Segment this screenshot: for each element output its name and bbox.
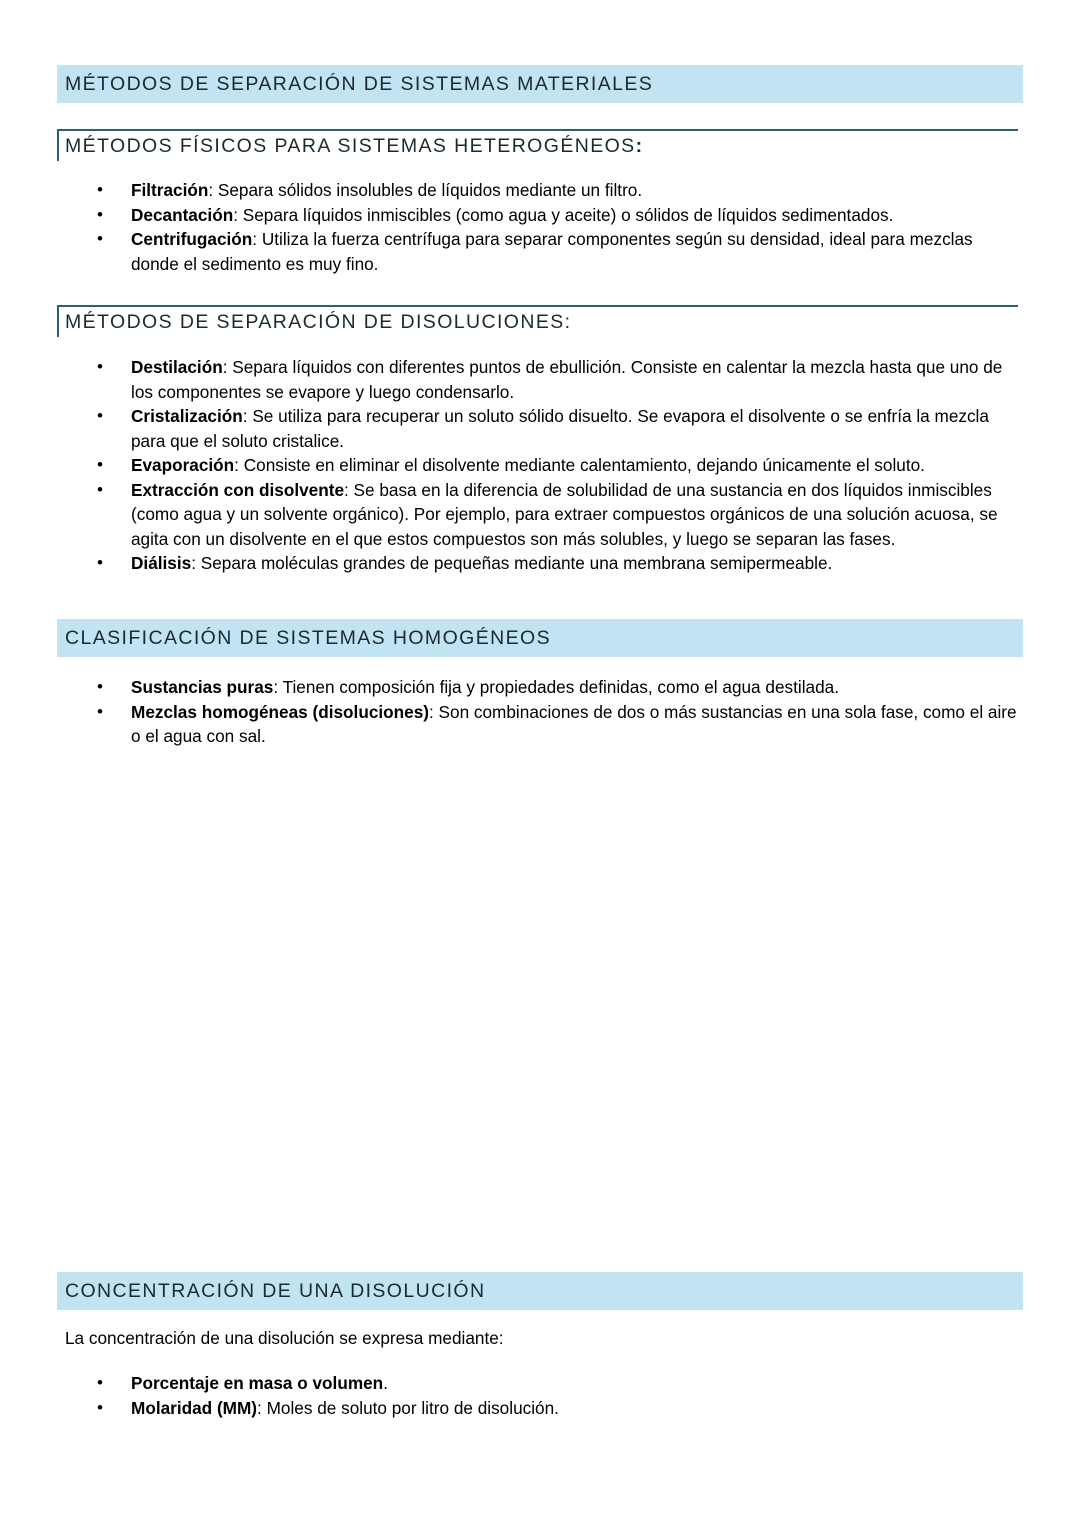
- list-item: [95, 203, 1025, 228]
- list-item: [95, 453, 1025, 478]
- concentracion-intro: La concentración de una disolución se expresa mediante:: [65, 1328, 504, 1348]
- term: Filtración: [131, 180, 209, 200]
- list-separacion-disoluciones: [95, 355, 1025, 576]
- subheading-text: MÉTODOS FÍSICOS PARA SISTEMAS HETEROGÉNEOS: [65, 135, 636, 157]
- definition: : Separa moléculas grandes de pequeñas mediante una membrana semipermeable.: [191, 553, 833, 573]
- subheading-colon: :: [635, 135, 644, 157]
- list-clasificacion-homogeneos: [95, 675, 1025, 749]
- term: Destilación: [131, 357, 223, 377]
- subheading-separacion-disoluciones: [57, 305, 1018, 337]
- term: Diálisis: [131, 553, 192, 573]
- subheading-text: MÉTODOS DE SEPARACIÓN DE DISOLUCIONES:: [65, 311, 572, 333]
- heading-text: MÉTODOS DE SEPARACIÓN DE SISTEMAS MATERIALES: [65, 72, 654, 95]
- definition: : Consiste en eliminar el disolvente mediante calentamiento, dejando únicamente el soluto.: [234, 455, 925, 475]
- definition: : Utiliza la fuerza centrífuga para separar componentes según su densidad, ideal para mezclas donde el sedimento es muy fino.: [131, 229, 973, 274]
- heading-text: CONCENTRACIÓN DE UNA DISOLUCIÓN: [65, 1279, 486, 1302]
- list-item: [95, 178, 1025, 203]
- heading-text: CLASIFICACIÓN DE SISTEMAS HOMOGÉNEOS: [65, 626, 551, 649]
- term: Decantación: [131, 204, 234, 225]
- term: Porcentaje en masa o volumen: [131, 1373, 384, 1393]
- list-item: [95, 551, 1025, 576]
- section-heading-concentracion: [57, 1272, 1023, 1310]
- list-concentracion: [95, 1371, 1025, 1420]
- term: Centrifugación: [131, 229, 253, 249]
- section-heading-metodos-separacion: [57, 65, 1023, 103]
- list-item: [95, 355, 1025, 404]
- term: Sustancias puras: [131, 677, 274, 697]
- definition: : Son combinaciones de dos o más sustancias en una sola fase, como el aire o el agua con sal.: [131, 701, 1017, 746]
- list-fisicos-heterogeneos: [95, 178, 1025, 276]
- list-item: [95, 1371, 1025, 1396]
- term: Mezclas homogéneas (disoluciones): [131, 701, 429, 722]
- definition: : Se utiliza para recuperar un soluto sólido disuelto. Se evapora el disolvente o se enfría la mezcla para que el soluto cristalice.: [131, 406, 989, 451]
- list-item: [95, 700, 1025, 749]
- term: Evaporación: [131, 455, 235, 475]
- section-heading-clasificacion-homogeneos: [57, 619, 1023, 657]
- subheading-fisicos-heterogeneos: [57, 129, 1018, 161]
- list-item: [95, 1396, 1025, 1421]
- definition: : Separa líquidos inmiscibles (como agua y aceite) o sólidos de líquidos sedimentados.: [233, 204, 894, 225]
- definition: : Moles de soluto por litro de disolución.: [257, 1397, 559, 1418]
- definition: : Separa líquidos con diferentes puntos de ebullición. Consiste en calentar la mezcla hasta que uno de los componentes se evapore y luego condensarlo.: [131, 357, 1003, 402]
- list-item: [95, 478, 1025, 552]
- list-item: [95, 404, 1025, 453]
- term: Extracción con disolvente: [131, 479, 344, 500]
- definition: .: [383, 1373, 388, 1393]
- term: Molaridad (MM): [131, 1397, 258, 1418]
- definition: : Separa sólidos insolubles de líquidos mediante un filtro.: [208, 180, 643, 200]
- definition: : Tienen composición fija y propiedades definidas, como el agua destilada.: [273, 677, 839, 697]
- definition: : Se basa en la diferencia de solubilidad de una sustancia en dos líquidos inmiscibles (como agua y un solvente orgánico). Por ejemplo, para extraer compuestos orgánicos de una solución acuosa, se agita con un disolvente en el que estos compuestos son más solubles, y luego se separan las fases.: [131, 479, 998, 549]
- list-item: [95, 675, 1025, 700]
- list-item: [95, 227, 1025, 276]
- term: Cristalización: [131, 406, 243, 426]
